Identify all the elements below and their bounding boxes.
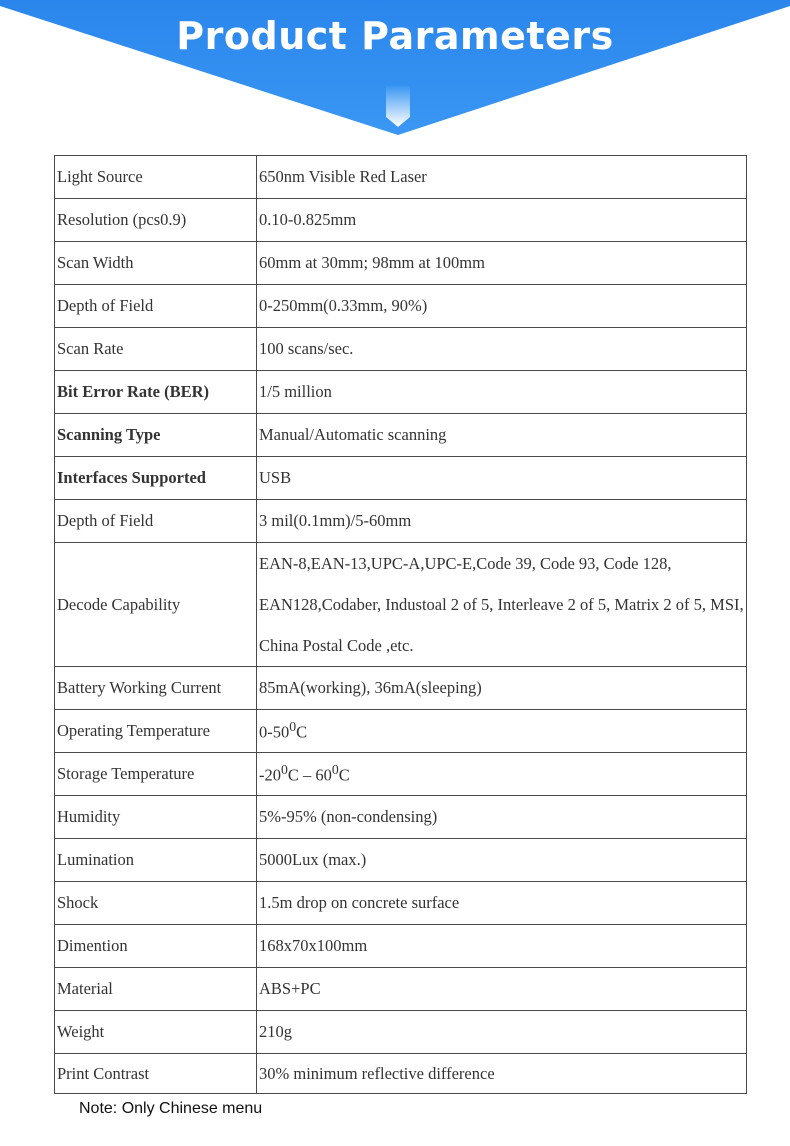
table-row [55, 199, 747, 242]
spec-value: 168x70x100mm [257, 925, 747, 968]
spec-label: Battery Working Current [55, 667, 257, 710]
spec-label: Bit Error Rate (BER) [55, 371, 257, 414]
spec-label: Shock [55, 882, 257, 925]
spec-table [54, 155, 747, 1094]
spec-value: EAN-8,EAN-13,UPC-A,UPC-E,Code 39, Code 93, Code 128, EAN128,Codaber, Industoal 2 of 5, Interleave 2 of 5, Matrix 2 of 5, MSI, China Postal Code ,etc. [257, 543, 747, 667]
spec-value: 100 scans/sec. [257, 328, 747, 371]
table-row [55, 414, 747, 457]
table-row [55, 457, 747, 500]
spec-value: 5%-95% (non-condensing) [257, 796, 747, 839]
spec-label: Storage Temperature [55, 753, 257, 796]
spec-value [257, 710, 747, 753]
spec-label: Depth of Field [55, 285, 257, 328]
spec-label: Depth of Field [55, 500, 257, 543]
spec-label: Operating Temperature [55, 710, 257, 753]
degree-sup: 0 [289, 719, 297, 735]
footer-note: Note: Only Chinese menu [79, 1100, 263, 1117]
spec-value: 0-250mm(0.33mm, 90%) [257, 285, 747, 328]
table-row [55, 882, 747, 925]
table-row [55, 285, 747, 328]
table-row [55, 371, 747, 414]
table-row [55, 543, 747, 667]
spec-label: Dimention [55, 925, 257, 968]
spec-value: 5000Lux (max.) [257, 839, 747, 882]
spec-value: 210g [257, 1011, 747, 1054]
spec-value [257, 753, 747, 796]
spec-value: 85mA(working), 36mA(sleeping) [257, 667, 747, 710]
spec-value: 60mm at 30mm; 98mm at 100mm [257, 242, 747, 285]
degree-sup: 0 [331, 762, 339, 778]
spec-label: Scanning Type [55, 414, 257, 457]
value-text: -20 [259, 765, 281, 785]
table-row [55, 667, 747, 710]
degree-sup: 0 [281, 762, 288, 778]
spec-label: Lumination [55, 839, 257, 882]
spec-label: Interfaces Supported [55, 457, 257, 500]
spec-label: Light Source [55, 156, 257, 199]
table-row [55, 839, 747, 882]
spec-value: 0.10-0.825mm [257, 199, 747, 242]
spec-value: 650nm Visible Red Laser [257, 156, 747, 199]
spec-label: Decode Capability [55, 543, 257, 667]
spec-label: Material [55, 968, 257, 1011]
table-row [55, 968, 747, 1011]
table-row [55, 156, 747, 199]
spec-label: Print Contrast [55, 1054, 257, 1094]
spec-value: 3 mil(0.1mm)/5-60mm [257, 500, 747, 543]
table-row [55, 1011, 747, 1054]
spec-value: USB [257, 457, 747, 500]
spec-value: 1.5m drop on concrete surface [257, 882, 747, 925]
table-row [55, 753, 747, 796]
page-title: Product Parameters [176, 14, 614, 58]
value-text: C [338, 765, 350, 785]
table-row [55, 500, 747, 543]
spec-label: Scan Width [55, 242, 257, 285]
table-row [55, 328, 747, 371]
header-banner [0, 0, 790, 140]
spec-value: ABS+PC [257, 968, 747, 1011]
table-row [55, 710, 747, 753]
spec-label: Humidity [55, 796, 257, 839]
spec-value: 1/5 million [257, 371, 747, 414]
spec-value: 30% minimum reflective difference [257, 1054, 747, 1094]
spec-label: Weight [55, 1011, 257, 1054]
spec-label: Resolution (pcs0.9) [55, 199, 257, 242]
spec-label: Scan Rate [55, 328, 257, 371]
table-row [55, 242, 747, 285]
spec-value: Manual/Automatic scanning [257, 414, 747, 457]
table-row [55, 1054, 747, 1094]
table-row [55, 925, 747, 968]
value-text: C [296, 722, 308, 742]
table-row [55, 796, 747, 839]
value-text: 0-50 [259, 722, 290, 742]
value-text: C – 60 [287, 765, 332, 785]
